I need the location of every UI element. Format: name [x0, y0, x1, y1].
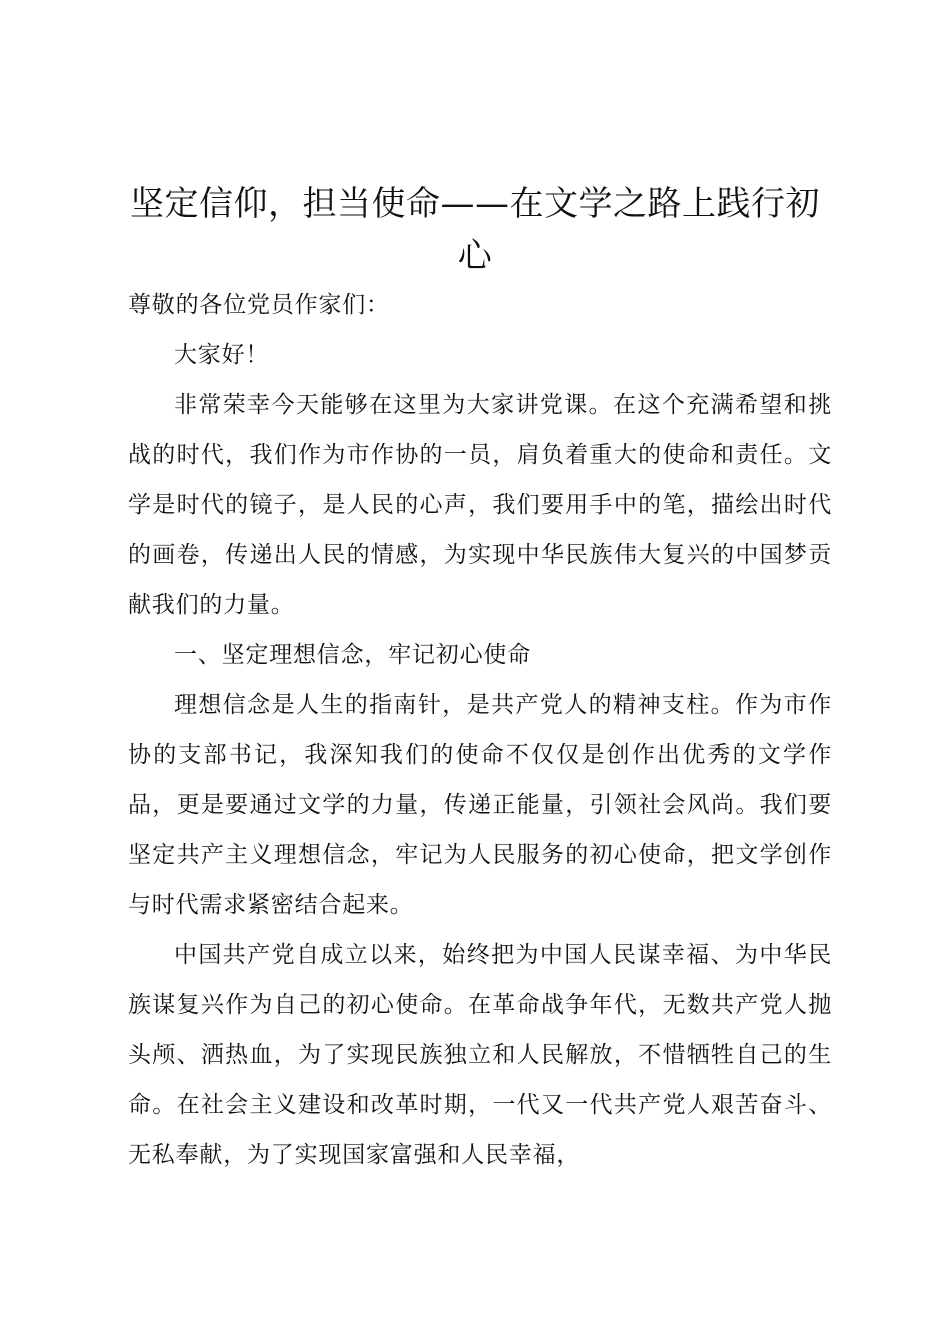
document-body — [128, 280, 832, 1180]
paragraph-intro: 非常荣幸今天能够在这里为大家讲党课。在这个充满希望和挑战的时代，我们作为市作协的一员，肩负着重大的使命和责任。文学是时代的镜子，是人民的心声，我们要用手中的笔，描绘出时代的画卷，传递出人民的情感，为实现中华民族伟大复兴的中国梦贡献我们的力量。 — [128, 392, 832, 618]
section-heading-1: 一、坚定理想信念，牢记初心使命 — [174, 642, 531, 668]
salutation: 尊敬的各位党员作家们： — [128, 292, 390, 318]
paragraph-history: 中国共产党自成立以来，始终把为中国人民谋幸福、为中华民族谋复兴作为自己的初心使命。在革命战争年代，无数共产党人抛头颅、洒热血，为了实现民族独立和人民解放，不惜牺牲自己的生命。在社会主义建设和改革时期，一代又一代共产党人艰苦奋斗、无私奉献，为了实现国家富强和人民幸福， — [128, 942, 832, 1168]
paragraph-ideals: 理想信念是人生的指南针，是共产党人的精神支柱。作为市作协的支部书记，我深知我们的使命不仅仅是创作出优秀的文学作品，更是要通过文学的力量，传递正能量，引领社会风尚。我们要坚定共产主义理想信念，牢记为人民服务的初心使命，把文学创作与时代需求紧密结合起来。 — [128, 692, 832, 918]
document-title: 坚定信仰，担当使命——在文学之路上践行初心 — [130, 184, 820, 276]
greeting: 大家好！ — [174, 342, 270, 368]
